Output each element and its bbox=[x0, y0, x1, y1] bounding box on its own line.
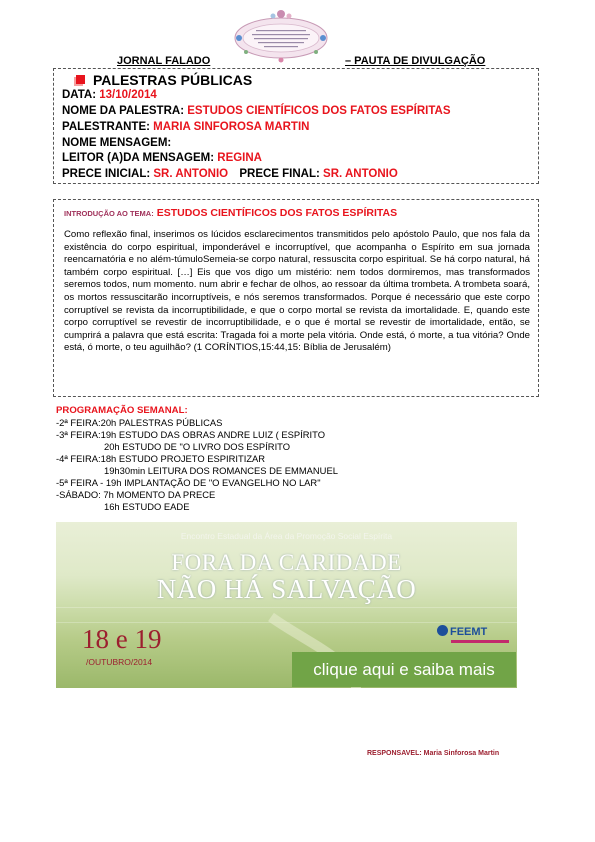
info-title-row bbox=[76, 72, 252, 88]
logo-graphic bbox=[228, 8, 334, 64]
info-mensagem bbox=[62, 137, 171, 149]
info-title: PALESTRAS PÚBLICAS bbox=[93, 72, 253, 88]
bullet-square-icon bbox=[76, 75, 85, 84]
event-banner[interactable] bbox=[56, 522, 517, 688]
prece-final-label: PRECE FINAL: bbox=[239, 168, 320, 180]
intro-heading bbox=[64, 207, 397, 219]
intro-text: Como reflexão final, inserimos os lúcidos esclarecimentos transmitidos pelo apóstolo Paulo, que nos fala da existência do corpo espiritual, imponderável e incorruptível, que acompanha o Espírito em sua jornada reencarnatória e no além-túmuloSemeia-se corpo natural, ressuscita corpo espiritual. Se há corpo natural, há também corpo espiritual. […] Eis que vos digo um mistério: nem todos dormiremos, mas transformados seremos todos, num momento. num abrir e fechar de olhos, ao ressoar da última trombeta. A trombeta soará, os mortos ressuscitarão incorruptíveis, e nós seremos transformados. Porque é necessário que este corpo corruptível se revista da incorruptibilidade, e que o corpo mortal se revista da imortalidade. E, quando este corpo corruptível se revestir de incorruptibilidade, e o que é mortal se revestir de imortalidade, então, se cumprirá a palavra que está escrita: Tragada foi a morte pela vitória. Onde está, ó morte, a tua vitória? Onde está, ó morte, o teu aguilhão? (1 CORÍNTIOS,15:44,15: Bíblia de Jerusalém) bbox=[64, 229, 530, 354]
palestra-value: ESTUDOS CIENTÍFICOS DOS FATOS ESPÍRITAS bbox=[187, 105, 451, 117]
schedule-line: -SÁBADO: 7h MOMENTO DA PRECE bbox=[56, 489, 216, 500]
saiba-mais-button[interactable]: clique aqui e saiba mais bbox=[292, 652, 516, 687]
info-leitor bbox=[62, 152, 262, 164]
intro-theme: ESTUDOS CIENTÍFICOS DOS FATOS ESPÍRITAS bbox=[156, 207, 398, 219]
banner-subtitle: Encontro Estadual da Área da Promoção Social Espírita bbox=[180, 531, 393, 541]
feemt-logo bbox=[437, 625, 487, 638]
header-jornal-falado: JORNAL FALADO bbox=[117, 55, 211, 67]
info-palestrante bbox=[62, 121, 309, 133]
mensagem-label: NOME MENSAGEM: bbox=[62, 137, 172, 149]
palestra-label: NOME DA PALESTRA: bbox=[62, 105, 185, 117]
data-value: 13/10/2014 bbox=[99, 89, 157, 101]
info-palestra bbox=[62, 105, 451, 117]
data-label: DATA: bbox=[62, 89, 97, 101]
schedule-line: 16h ESTUDO EADE bbox=[104, 501, 190, 512]
schedule-line: -4ª FEIRA:18h ESTUDO PROJETO ESPIRITIZAR bbox=[56, 453, 266, 464]
feemt-bar bbox=[451, 640, 509, 643]
banner-headline-1: FORA DA CARIDADE bbox=[171, 550, 402, 575]
intro-box bbox=[53, 199, 539, 397]
schedule-title: PROGRAMAÇÃO SEMANAL: bbox=[56, 405, 188, 416]
globe-icon bbox=[437, 625, 448, 636]
schedule-line: 20h ESTUDO DE "O LIVRO DOS ESPÍRITO bbox=[104, 441, 291, 452]
palestrante-value: MARIA SINFOROSA MARTIN bbox=[153, 121, 310, 133]
info-preces bbox=[62, 168, 398, 180]
prece-inicial-label: PRECE INICIAL: bbox=[62, 168, 151, 180]
schedule-line: -3ª FEIRA:19h ESTUDO DAS OBRAS ANDRE LUIZ ( ESPÍRITO bbox=[56, 429, 325, 440]
banner-month: /OUTUBRO/2014 bbox=[86, 657, 153, 667]
intro-label: INTRODUÇÃO AO TEMA: bbox=[64, 209, 154, 218]
palestrante-label: PALESTRANTE: bbox=[62, 121, 150, 133]
leitor-value: REGINA bbox=[217, 152, 262, 164]
prece-final-value: SR. ANTONIO bbox=[323, 168, 398, 180]
schedule-line: -5ª FEIRA - 19h IMPLANTAÇÃO DE "O EVANGELHO NO LAR" bbox=[56, 477, 321, 488]
info-box bbox=[53, 68, 539, 184]
responsavel: RESPONSAVEL: Maria Sinforosa Martin bbox=[367, 750, 500, 757]
logo bbox=[228, 8, 334, 64]
prece-inicial-value: SR. ANTONIO bbox=[153, 168, 229, 180]
schedule-line: -2ª FEIRA:20h PALESTRAS PÚBLICAS bbox=[56, 417, 223, 428]
schedule-line: 19h30min LEITURA DOS ROMANCES DE EMMANUEL bbox=[104, 465, 338, 476]
header-pauta: – PAUTA DE DIVULGAÇÃO bbox=[345, 55, 486, 67]
leitor-label: LEITOR (A)DA MENSAGEM: bbox=[62, 152, 215, 164]
feemt-label: FEEMT bbox=[450, 626, 488, 638]
banner-dates: 18 e 19 bbox=[82, 624, 162, 654]
info-data bbox=[62, 89, 157, 101]
banner-headline-2: NÃO HÁ SALVAÇÃO bbox=[156, 574, 417, 604]
